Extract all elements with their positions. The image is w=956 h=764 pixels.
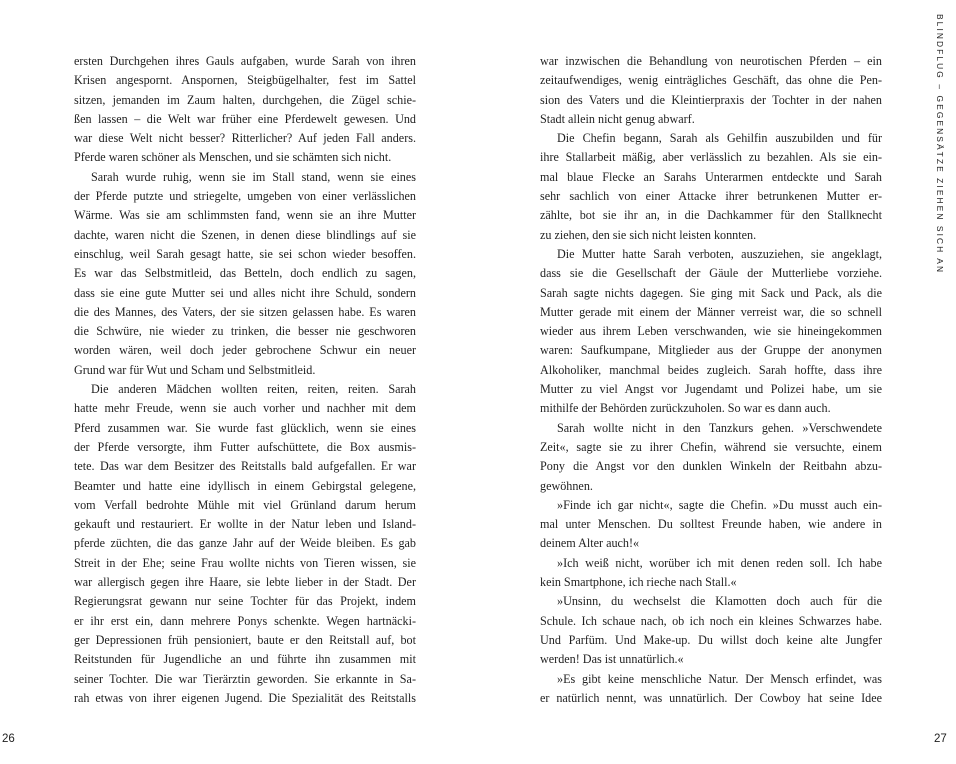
text-line: zeitaufwendiges, wenig einträgliches Geschäft, das ohne die Pen- bbox=[540, 73, 882, 88]
page-number-right: 27 bbox=[934, 733, 947, 745]
left-page-text bbox=[74, 52, 416, 708]
text-line: er natürlich nennt, was unnatürlich. Der Cowboy hat seine Idee bbox=[540, 690, 882, 705]
text-line: Sarah sagte nichts dagegen. Sie ging mit Sack und Pack, als die bbox=[540, 285, 882, 300]
text-line: tete. Das war dem Besitzer des Reitstalls bald aufgefallen. Er war bbox=[74, 459, 416, 474]
text-line: Zeit«, sagte sie zu ihrer Chefin, während sie versuchte, einem bbox=[540, 439, 882, 454]
text-line: »Finde ich gar nicht«, sagte die Chefin. »Du musst auch ein- bbox=[557, 497, 882, 512]
text-line: gewöhnen. bbox=[540, 478, 593, 493]
text-line: ersten Durchgehen ihres Gauls aufgaben, wurde Sarah von ihren bbox=[74, 54, 416, 68]
text-line: ger Depressionen früh pensioniert, baute er den Reitstall auf, bot bbox=[74, 632, 416, 647]
text-line: dass sie die Gesellschaft der Gäule der Mutterliebe vorziehe. bbox=[540, 266, 882, 281]
text-line: hatte mehr Freude, wenn sie auch vorher und nachher mit dem bbox=[74, 401, 416, 416]
right-page-text bbox=[540, 52, 882, 708]
text-line: vom Verfall bedrohte Mühle mit viel Grünland darum herum bbox=[74, 497, 416, 512]
text-line: Wärme. Was sie am schlimmsten fand, wenn sie an ihre Mutter bbox=[74, 208, 416, 223]
text-line: mal blaue Flecke an Sarahs Unterarmen entdeckte und Sarah bbox=[540, 169, 882, 184]
text-line: sion des Vaters und die Kleintierpraxis der Tochter in der nahen bbox=[540, 92, 882, 107]
text-line: zählte, bot sie ihr an, in die Dachkammer für den Stallknecht bbox=[540, 208, 882, 223]
text-line: war inzwischen die Behandlung von neurotischen Pferden – ein bbox=[540, 54, 882, 68]
text-line: werden! Das ist unnatürlich.« bbox=[540, 652, 684, 667]
page-number-left: 26 bbox=[2, 733, 15, 745]
text-line: mal unter Menschen. Du solltest Freunde haben, wie andere in bbox=[540, 517, 882, 532]
text-line: Pferd zusammen war. Sie wurde fast glücklich, wenn sie eines bbox=[74, 420, 416, 435]
text-line: Es war das Selbstmitleid, das Betteln, doch endlich zu sagen, bbox=[74, 266, 416, 281]
text-line: deinem Alter auch!« bbox=[540, 536, 640, 551]
text-line: pferde züchten, die das ganze Jahr auf der Weide bleiben. Es gab bbox=[74, 536, 416, 551]
text-line: Mutter gerade mit einem der Männer verreist war, die so schnell bbox=[540, 304, 882, 319]
text-line: Sarah wurde ruhig, wenn sie im Stall stand, wenn sie eines bbox=[91, 169, 416, 184]
text-line: Die Chefin begann, Sarah als Gehilfin auszubilden und für bbox=[557, 131, 882, 146]
text-line: »Ich weiß nicht, worüber ich mit denen reden soll. Ich habe bbox=[557, 555, 882, 570]
text-line: Die Mutter hatte Sarah verboten, auszuziehen, sie angeklagt, bbox=[557, 246, 882, 261]
text-line: seiner Tochter. Die war Tierärztin geworden. Sie erkannte in Sa- bbox=[74, 671, 416, 686]
text-line: Mutter zu viel Angst vor Jugendamt und Polizei habe, um sie bbox=[540, 382, 882, 397]
text-line: Und Parfüm. Und Make-up. Du willst doch keine alte Jungfer bbox=[540, 632, 882, 647]
text-line: Pony die Angst vor den dunklen Winkeln der Reitbahn abzu- bbox=[540, 459, 882, 474]
text-line: waren: Saufkumpane, Mitglieder aus der Gruppe der anonymen bbox=[540, 343, 882, 358]
text-line: ihre Stallarbeit mäßig, aber verlässlich zu bezahlen. Als sie ein- bbox=[540, 150, 882, 165]
text-line: Sarah wollte nicht in den Tanzkurs gehen. »Verschwendete bbox=[557, 420, 882, 435]
text-line: die des Mannes, des Vaters, der sie sitzen gelassen habe. Es waren bbox=[74, 304, 416, 319]
text-line: Die anderen Mädchen wollten reiten, reiten, reiten. Sarah bbox=[91, 382, 416, 397]
text-line: war allergisch gegen ihre Haare, sie lebte lieber in der Stadt. Der bbox=[74, 575, 416, 590]
text-line: wieder aus ihrem Leben verschwanden, wie sie hineingekommen bbox=[540, 324, 882, 339]
text-line: »Es gibt keine menschliche Natur. Der Mensch erfindet, was bbox=[557, 671, 882, 686]
text-line: Beamter und hatte eine idyllisch in einem Gebirgstal gelegene, bbox=[74, 478, 416, 493]
text-line: Reitstunden für Jugendliche an und führte ihn zusammen mit bbox=[74, 652, 416, 667]
text-line: sehr sachlich von einer Attacke ihrer betrunkenen Mutter er- bbox=[540, 189, 882, 204]
text-line: zu ziehen, den sie sich nicht leisten konnten. bbox=[540, 227, 757, 242]
text-line: Stadt allein nicht genug abwarf. bbox=[540, 111, 695, 126]
text-line: ßen lassen – die Welt war früher eine Pferdewelt gewesen. Und bbox=[74, 111, 416, 126]
text-line: er ihr erst ein, dann mehrere Ponys schenkte. Wegen hartnäcki- bbox=[74, 613, 416, 628]
text-line: dass sie eine gute Mutter sei und alles nicht ihre Schuld, sondern bbox=[74, 285, 416, 300]
text-line: gekauft und restauriert. Er wollte in der Natur leben und Island- bbox=[74, 517, 416, 532]
text-line: mithilfe der Behörden zurückzuholen. So war es dann auch. bbox=[540, 401, 831, 416]
text-line: Alkoholiker, manchmal beides zugleich. Sarah hoffte, dass ihre bbox=[540, 362, 882, 377]
text-line: war diese Welt nicht besser? Ritterlicher? Auf jeden Fall anders. bbox=[74, 131, 416, 146]
text-line: worden wären, weil doch jeder gebrochene Schwur ein neuer bbox=[74, 343, 416, 358]
text-line: der Pferde versorgte, ihm Futter aufschüttete, die Box ausmis- bbox=[74, 439, 416, 454]
text-line: die Schwüre, nie wieder zu trinken, die besser nie geschworen bbox=[74, 324, 416, 339]
text-line: einschlug, weil Sarah gesagt hatte, sie sei schon wieder besoffen. bbox=[74, 246, 416, 261]
text-line: Krisen angespornt. Anspornen, Steigbügelhalter, fest im Sattel bbox=[74, 73, 416, 88]
text-line: rah etwas von ihrer eigenen Jugend. Die Spezialität des Reitstalls bbox=[74, 690, 416, 705]
text-line: Grund war für Wut und Scham und Selbstmitleid. bbox=[74, 362, 316, 377]
text-line: Pferde waren schöner als Menschen, und sie schämten sich nicht. bbox=[74, 150, 392, 165]
text-line: Regierungsrat gewann nur seine Tochter für das Projekt, indem bbox=[74, 594, 416, 609]
text-line: der Pferde putzte und striegelte, umgeben von einer verlässlichen bbox=[74, 189, 416, 204]
text-line: »Unsinn, du wechselst die Klamotten doch auch für die bbox=[557, 594, 882, 609]
text-line: kein Smartphone, ich rieche nach Stall.« bbox=[540, 575, 737, 590]
text-line: dachte, waren nicht die Szenen, in denen diese blindlings auf sie bbox=[74, 227, 416, 242]
running-head: BLINDFLUG – GEGENSÄTZE ZIEHEN SICH AN bbox=[935, 14, 945, 275]
text-line: Streit in der Ehe; seine Frau wollte nichts von Tieren wissen, sie bbox=[74, 555, 416, 570]
text-line: Schule. Ich schaue nach, ob ich noch ein kleines Schwarzes habe. bbox=[540, 613, 882, 628]
text-line: sitzen, jemanden im Zaum halten, durchgehen, die Zügel schie- bbox=[74, 92, 416, 107]
